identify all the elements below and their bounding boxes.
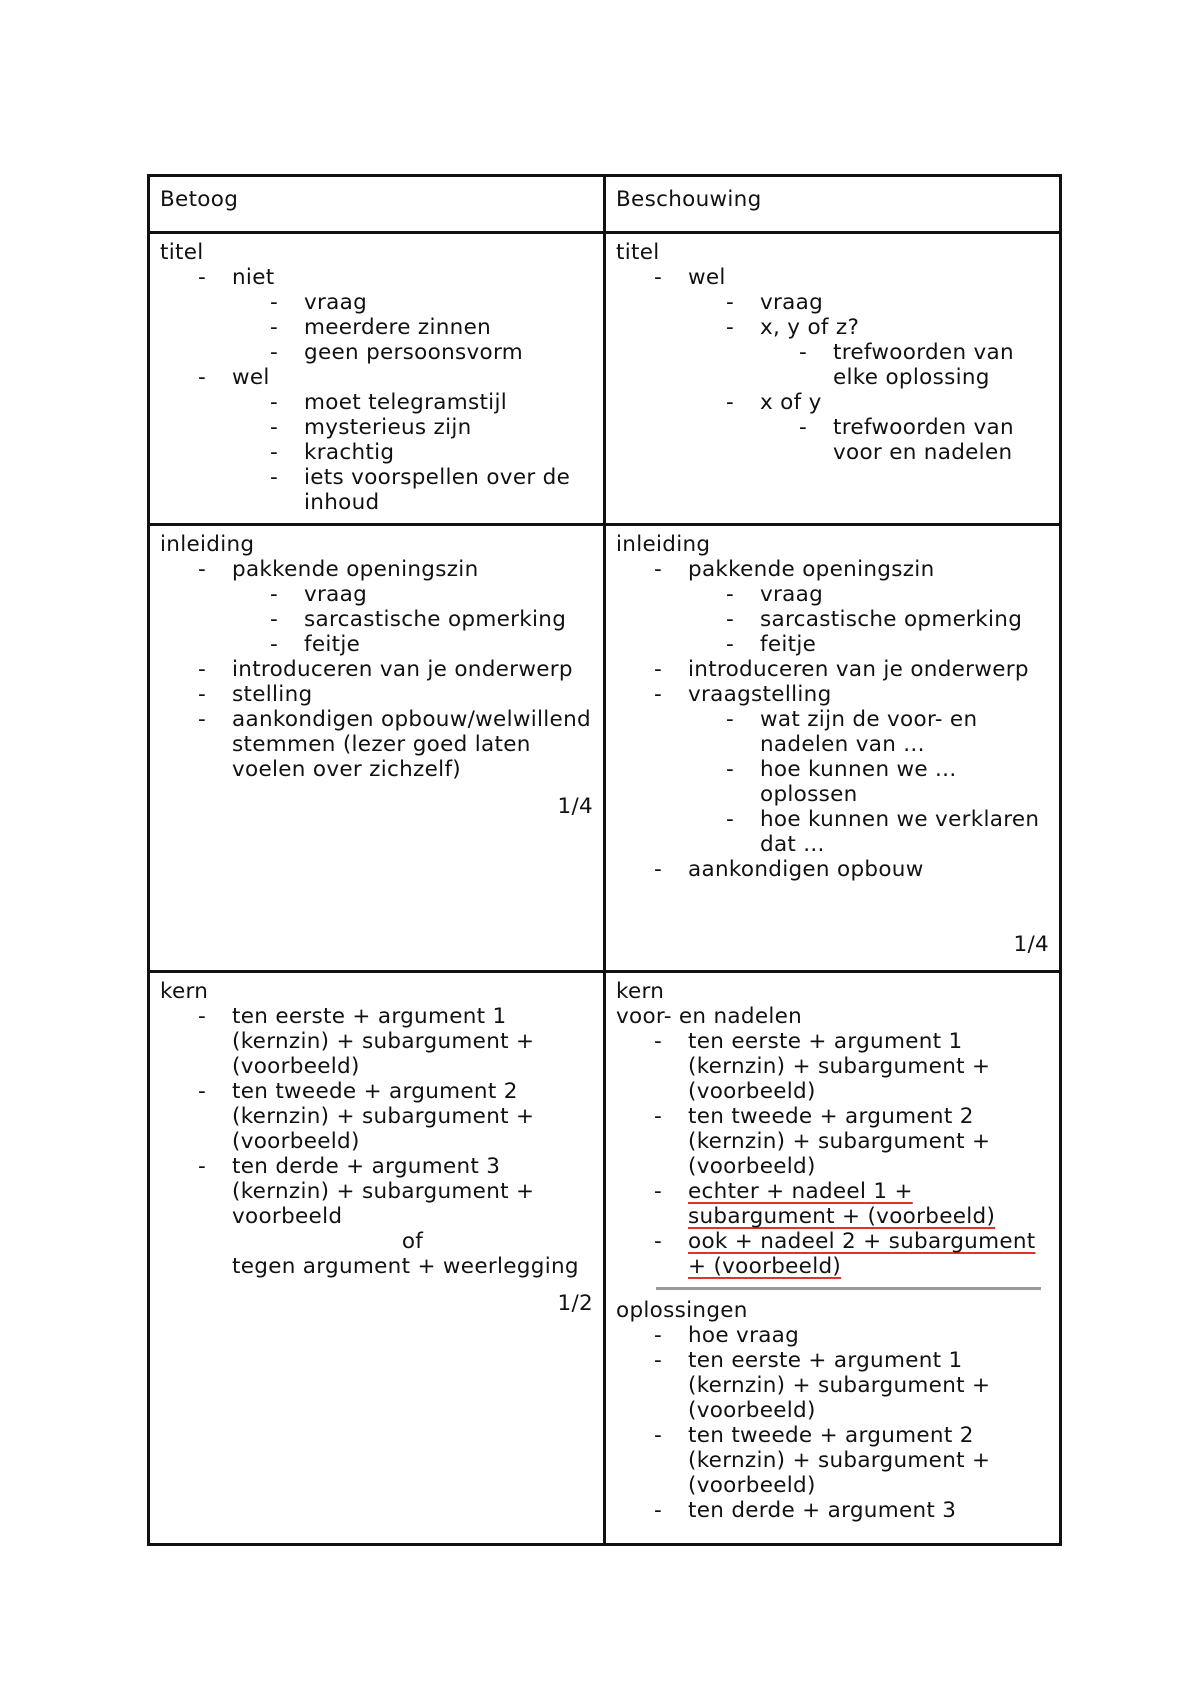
- list-item: - introduceren van je onderwerp: [616, 657, 1049, 682]
- section-heading: titel: [160, 240, 204, 265]
- list-item: - stelling: [160, 682, 593, 707]
- inleiding-beschouwing-cell: [605, 525, 1061, 972]
- kern-betoog-cell: [149, 972, 605, 1545]
- section-heading: kern: [616, 979, 665, 1004]
- list-item: - ten eerste + argument 1 (kernzin) + subargument + (voorbeeld): [616, 1029, 1049, 1104]
- list-item: - vraag: [616, 582, 1049, 607]
- list-item: - wat zijn de voor- en nadelen van ...: [616, 707, 1049, 757]
- list-item: - krachtig: [160, 440, 593, 465]
- list-item: - vraag: [160, 290, 593, 315]
- of-label: of: [401, 1229, 424, 1254]
- section-heading: oplossingen: [616, 1298, 748, 1323]
- list-item: - feitje: [616, 632, 1049, 657]
- list-item: - vraag: [616, 290, 1049, 315]
- list-item: - ten derde + argument 3: [616, 1498, 1049, 1523]
- titel-betoog-cell: [149, 233, 605, 525]
- titel-row: [149, 233, 1061, 525]
- section-heading: kern: [160, 979, 209, 1004]
- header-row: [149, 176, 1061, 233]
- list-item: - ten tweede + argument 2 (kernzin) + subargument + (voorbeeld): [616, 1104, 1049, 1179]
- list-item: - hoe kunnen we ... oplossen: [616, 757, 1049, 807]
- list-item: - pakkende openingszin: [616, 557, 1049, 582]
- highlighted-list-item: - echter + nadeel 1 + subargument + (voorbeeld): [616, 1179, 1049, 1229]
- tegen-label: tegen argument + weerlegging: [232, 1254, 579, 1279]
- list-item: - pakkende openingszin: [160, 557, 593, 582]
- comparison-table: [147, 174, 1062, 1546]
- list-item: - vraagstelling: [616, 682, 1049, 707]
- list-item: - ten tweede + argument 2 (kernzin) + subargument + (voorbeeld): [160, 1079, 593, 1154]
- kern-row: [149, 972, 1061, 1545]
- highlighted-list-item: - ook + nadeel 2 + subargument + (voorbeeld): [616, 1229, 1049, 1279]
- list-item: - ten tweede + argument 2 (kernzin) + subargument + (voorbeeld): [616, 1423, 1049, 1498]
- list-item: - mysterieus zijn: [160, 415, 593, 440]
- list-item: - feitje: [160, 632, 593, 657]
- page-marker: 1/2: [557, 1291, 593, 1316]
- kern-beschouwing-cell: [605, 972, 1061, 1545]
- section-heading: inleiding: [160, 532, 255, 557]
- list-item: - ten derde + argument 3 (kernzin) + subargument + voorbeeld: [160, 1154, 593, 1229]
- list-item: - x, y of z?: [616, 315, 1049, 340]
- page-marker: 1/4: [1013, 932, 1049, 957]
- list-item: - vraag: [160, 582, 593, 607]
- list-item: - iets voorspellen over de inhoud: [160, 465, 593, 515]
- list-item: - introduceren van je onderwerp: [160, 657, 593, 682]
- list-item: - wel: [616, 265, 1049, 290]
- inleiding-row: [149, 525, 1061, 972]
- list-item: - x of y: [616, 390, 1049, 415]
- list-item: - aankondigen opbouw: [616, 857, 1049, 882]
- header-betoog: Betoog: [149, 176, 605, 233]
- section-heading: titel: [616, 240, 660, 265]
- list-item: - trefwoorden van elke oplossing: [616, 340, 1049, 390]
- divider: [656, 1287, 1041, 1290]
- inleiding-betoog-cell: [149, 525, 605, 972]
- list-item: - moet telegramstijl: [160, 390, 593, 415]
- list-item: - aankondigen opbouw/welwillend stemmen (lezer goed laten voelen over zichzelf): [160, 707, 593, 782]
- titel-beschouwing-cell: [605, 233, 1061, 525]
- section-subheading: voor- en nadelen: [616, 1004, 803, 1029]
- list-item: - trefwoorden van voor en nadelen: [616, 415, 1049, 465]
- list-item: - ten eerste + argument 1 (kernzin) + subargument + (voorbeeld): [616, 1348, 1049, 1423]
- list-item: - sarcastische opmerking: [616, 607, 1049, 632]
- list-item: - niet: [160, 265, 593, 290]
- section-heading: inleiding: [616, 532, 711, 557]
- list-item: - geen persoonsvorm: [160, 340, 593, 365]
- page-marker: 1/4: [557, 794, 593, 819]
- list-item: - hoe vraag: [616, 1323, 1049, 1348]
- header-beschouwing: Beschouwing: [605, 176, 1061, 233]
- list-item: - hoe kunnen we verklaren dat ...: [616, 807, 1049, 857]
- list-item: - sarcastische opmerking: [160, 607, 593, 632]
- list-item: - ten eerste + argument 1 (kernzin) + subargument + (voorbeeld): [160, 1004, 593, 1079]
- list-item: - meerdere zinnen: [160, 315, 593, 340]
- list-item: - wel: [160, 365, 593, 390]
